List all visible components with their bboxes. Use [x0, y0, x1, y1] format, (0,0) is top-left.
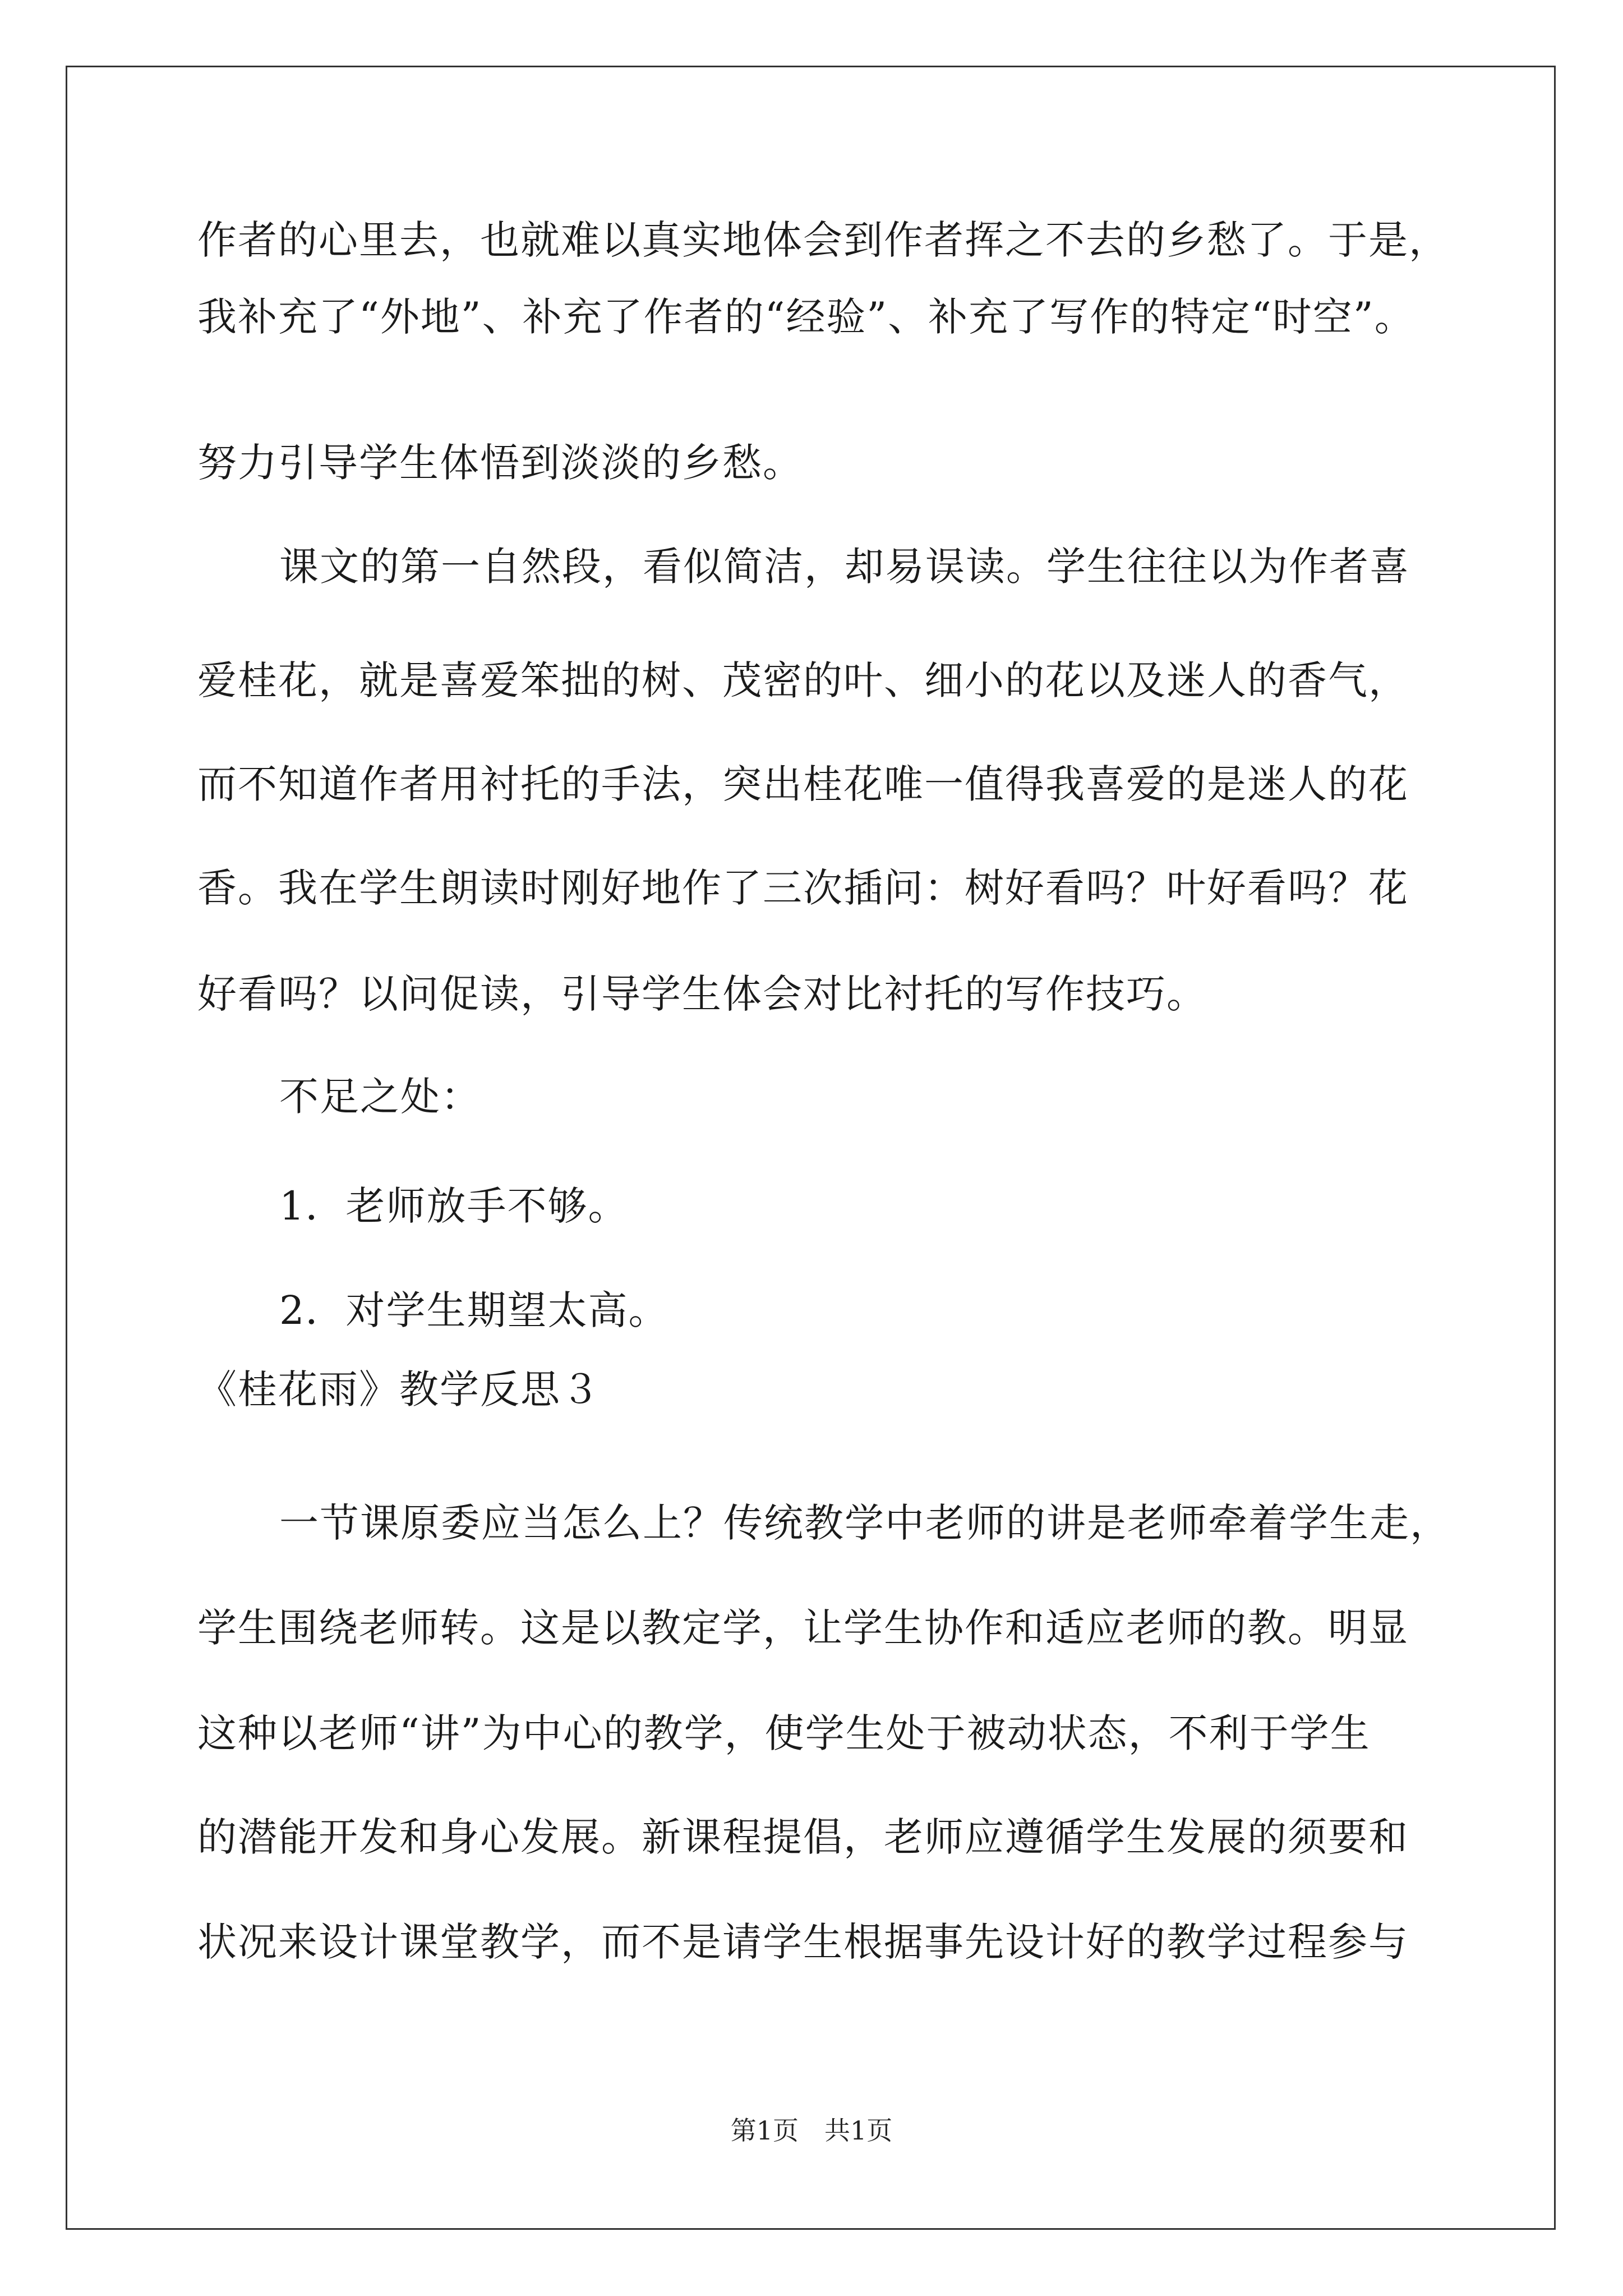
text-line-9: 不足之处：	[279, 1074, 481, 1120]
page-border	[66, 66, 1556, 2230]
text-line-7: 香。我在学生朗读时刚好地作了三次插问：树好看吗？叶好看吗？花	[197, 865, 1409, 911]
text-line-15: 这种以老师“讲”为中心的教学，使学生处于被动状态，不利于学生	[197, 1710, 1371, 1756]
text-line-17: 状况来设计课堂教学，而不是请学生根据事先设计好的教学过程参与	[197, 1919, 1409, 1965]
text-line-1: 作者的心里去，也就难以真实地体会到作者挥之不去的乡愁了。于是，	[197, 217, 1449, 263]
text-line-11: 2．对学生期望太高。	[279, 1287, 669, 1333]
text-line-4: 课文的第一自然段，看似简洁，却易误读。学生往往以为作者喜	[279, 544, 1410, 590]
text-line-5: 爱桂花，就是喜爱笨拙的树、茂密的叶、细小的花以及迷人的香气，	[197, 657, 1409, 703]
text-line-3: 努力引导学生体悟到淡淡的乡愁。	[197, 440, 803, 486]
text-line-14: 学生围绕老师转。这是以教定学，让学生协作和适应老师的教。明显	[197, 1605, 1409, 1651]
text-line-10: 1．老师放手不够。	[279, 1183, 629, 1229]
text-line-2: 我补充了“外地”、补充了作者的“经验”、补充了写作的特定“时空”。	[197, 294, 1415, 340]
text-line-13: 一节课原委应当怎么上？传统教学中老师的讲是老师牵着学生走，	[279, 1500, 1450, 1546]
text-line-16: 的潜能开发和身心发展。新课程提倡，老师应遵循学生发展的须要和	[197, 1814, 1409, 1860]
page-footer: 第1页 共1页	[730, 2115, 893, 2146]
text-line-8: 好看吗？以问促读，引导学生体会对比衬托的写作技巧。	[197, 971, 1207, 1017]
section-heading: 《桂花雨》教学反思３	[197, 1366, 601, 1412]
text-line-6: 而不知道作者用衬托的手法，突出桂花唯一值得我喜爱的是迷人的花	[197, 761, 1409, 807]
